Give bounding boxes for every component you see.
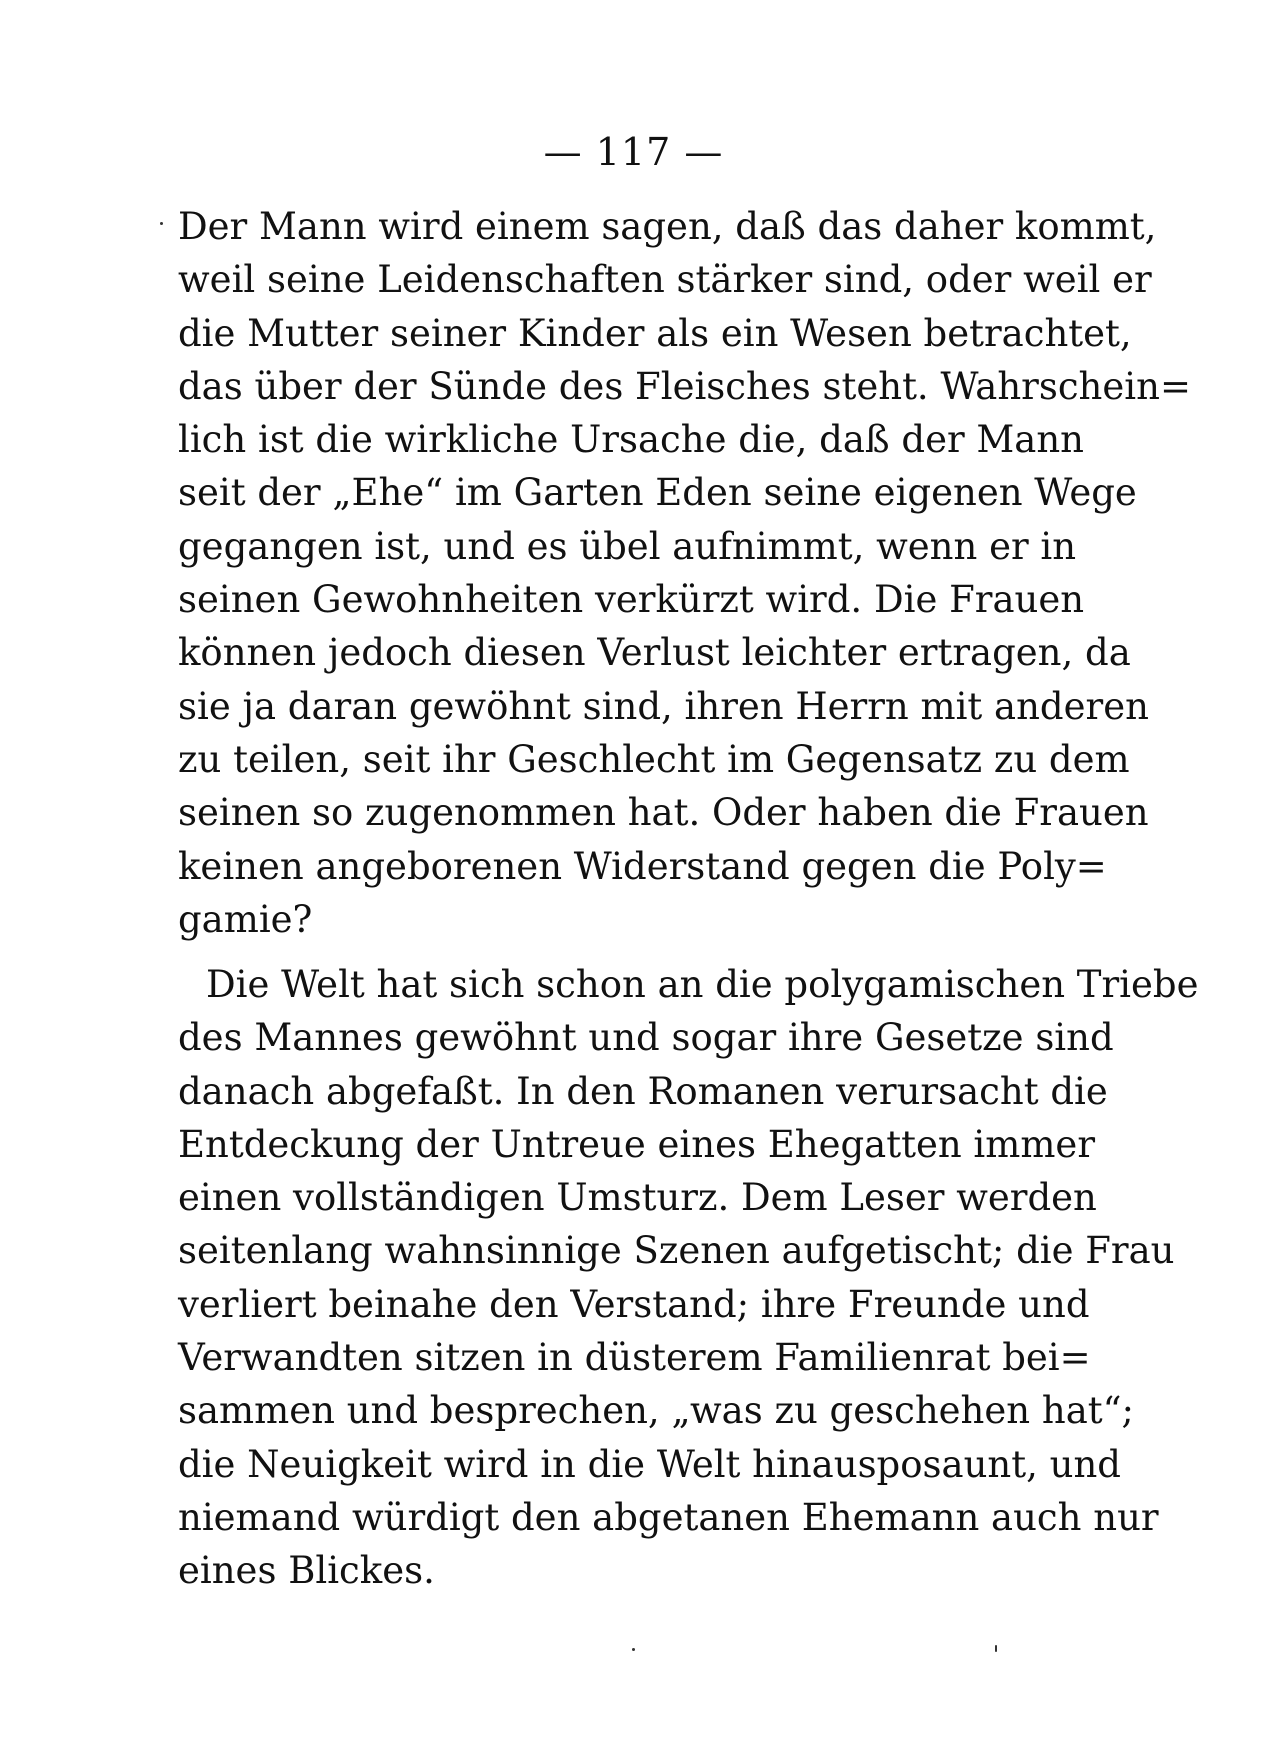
text-line: keinen angeborenen Widerstand gegen die Poly= [178,844,1107,888]
text-line: das über der Sünde des Fleisches steht. Wahrschein= [178,364,1191,408]
ink-speck [995,1645,997,1652]
text-line: seitenlang wahnsinnige Szenen aufgetischt; die Frau [178,1229,1175,1273]
text-line: des Mannes gewöhnt und sogar ihre Gesetze sind [178,1016,1114,1060]
text-line: lich ist die wirkliche Ursache die, daß der Mann [178,418,1085,462]
text-line: gegangen ist, und es übel aufnimmt, wenn er in [178,524,1077,568]
text-line: die Neuigkeit wird in die Welt hinausposaunt, und [178,1442,1121,1486]
page-number: — 117 — [543,130,724,174]
text-line: eines Blickes. [178,1549,435,1593]
text-line: seinen Gewohnheiten verkürzt wird. Die Frauen [178,578,1085,622]
text-line: gamie? [178,897,313,941]
text-line: niemand würdigt den abgetanen Ehemann auch nur [178,1495,1159,1539]
text-line: zu teilen, seit ihr Geschlecht im Gegensatz zu dem [178,737,1130,781]
text-line: weil seine Leidenschaften stärker sind, oder weil er [178,258,1152,302]
text-line: verliert beinahe den Verstand; ihre Freunde und [178,1282,1090,1326]
text-line: die Mutter seiner Kinder als ein Wesen betrachtet, [178,311,1132,355]
text-line: Verwandten sitzen in düsterem Familienrat bei= [178,1336,1091,1380]
text-line: Die Welt hat sich schon an die polygamischen Triebe [206,963,1199,1006]
text-line: sammen und besprechen, „was zu geschehen hat“; [178,1389,1135,1433]
text-line: seit der „Ehe“ im Garten Eden seine eigenen Wege [178,471,1137,515]
text-line: einen vollständigen Umsturz. Dem Leser werden [178,1176,1097,1220]
text-line: danach abgefaßt. In den Romanen verursacht die [178,1069,1108,1113]
text-line: Entdeckung der Untreue eines Ehegatten immer [178,1122,1096,1166]
paragraph-2 [178,958,1199,1598]
ink-speck [160,222,163,225]
ink-speck [632,1648,635,1651]
paragraph-1 [178,200,1191,946]
text-line: seinen so zugenommen hat. Oder haben die Frauen [178,791,1149,835]
text-line: können jedoch diesen Verlust leichter ertragen, da [178,631,1131,675]
text-line: Der Mann wird einem sagen, daß das daher kommt, [178,205,1157,248]
text-line: sie ja daran gewöhnt sind, ihren Herrn mit anderen [178,684,1149,728]
